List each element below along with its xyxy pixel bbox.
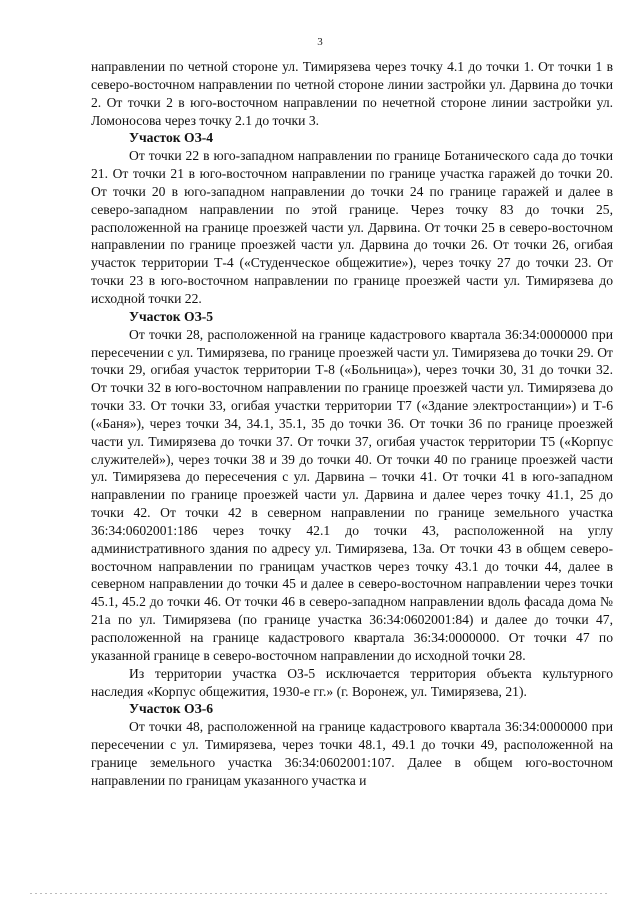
paragraph: От точки 28, расположенной на границе кадастрового квартала 36:34:0000000 при пересечении с ул. Тимирязева, по границе проезжей части ул. Тимирязева до точки 29. От точки 29, огибая участок территории Т-8 («Больница»), через точки 30, 31 до точки 32. От точки 32 в юго-восточном направлении по границе проезжей части ул. Тимирязева до точки 33. От точки 33, огибая участки территории Т7 («Здание электростанции») и Т-6 («Баня»), через точки 34, 34.1, 35.1, 35 до точки 36. От точки 36 по границе проезжей части ул. Тимирязева до точки 37. От точки 37, огибая участок территории Т5 («Корпус служителей»), через точки 38 и 39 до точки 40. От точки 40 по границе проезжей части ул. Тимирязева до пересечения с ул. Дарвина – точки 41. От точки 41 в юго-западном направлении по границе проезжей части ул. Дарвина и далее через точку 41.1, 25 до точки 42. От точки 42 в северном направлении по границе земельного участка 36:34:0602001:186 через точку 42.1 до точки 43, расположенной на углу административного здания по адресу ул. Тимирязева, 13а. От точки 43 в общем северо-восточном направлении по границам участков через точку 43.1 до точки 44, далее в северном направлении до точки 45 и далее в северо-восточном направлении через точки 45.1, 45.2 до точки 46. От точки 46 в северо-западном направлении вдоль фасада дома № 21а по ул. Тимирязева (по границе участка 36:34:0602001:84) и далее до точки 47, расположенной на границе кадастрового квартала 36:34:0000000. От точки 47 по указанной границе в северо-восточном направлении до исходной точки 28.: [91, 326, 613, 663]
section-heading-oz4: Участок ОЗ-4: [129, 130, 214, 146]
scan-edge-divider: [30, 893, 610, 894]
section-heading-oz6: Участок ОЗ-6: [129, 701, 214, 717]
paragraph: направлении по четной стороне ул. Тимирязева через точку 4.1 до точки 1. От точки 1 в северо-восточном направлении по четной стороне линии застройки ул. Дарвина до точки 2. От точки 2 в юго-восточном направлении по нечетной стороне линии застройки ул. Ломоносова через точку 2.1 до точки 3.: [91, 59, 613, 128]
paragraph: От точки 48, расположенной на границе кадастрового квартала 36:34:0000000 при пересечении с ул. Тимирязева, через точки 48.1, 49.1 до точки 49, расположенной на границе земельного участка 36:34:0602001:107. Далее в общем юго-восточном направлении по границам указанного участка и: [91, 719, 613, 788]
document-body: [91, 58, 613, 790]
paragraph: От точки 22 в юго-западном направлении по границе Ботанического сада до точки 21. От точки 21 в юго-восточном направлении по границе участка гаражей до точки 20. От точки 20 в юго-западном направлении до точки 24 по границе гаражей и далее в северо-западном направлении по этой границе. Через точку 83 до точки 25, расположенной на границе проезжей части ул. Дарвина. От точки 25 в северо-восточном направлении по границе проезжей части ул. Дарвина до точки 26. От точки 26, огибая участок территории Т-4 («Студенческое общежитие»), через точку 27 до точки 23. От точки 23 в юго-восточном направлении по границе проезжей части ул. Тимирязева до исходной точки 22.: [91, 148, 613, 306]
section-heading-oz5: Участок ОЗ-5: [129, 308, 214, 324]
page-number: 3: [317, 36, 323, 48]
paragraph: Из территории участка ОЗ-5 исключается территория объекта культурного наследия «Корпус общежития, 1930-е гг.» (г. Воронеж, ул. Тимирязева, 21).: [91, 665, 613, 699]
